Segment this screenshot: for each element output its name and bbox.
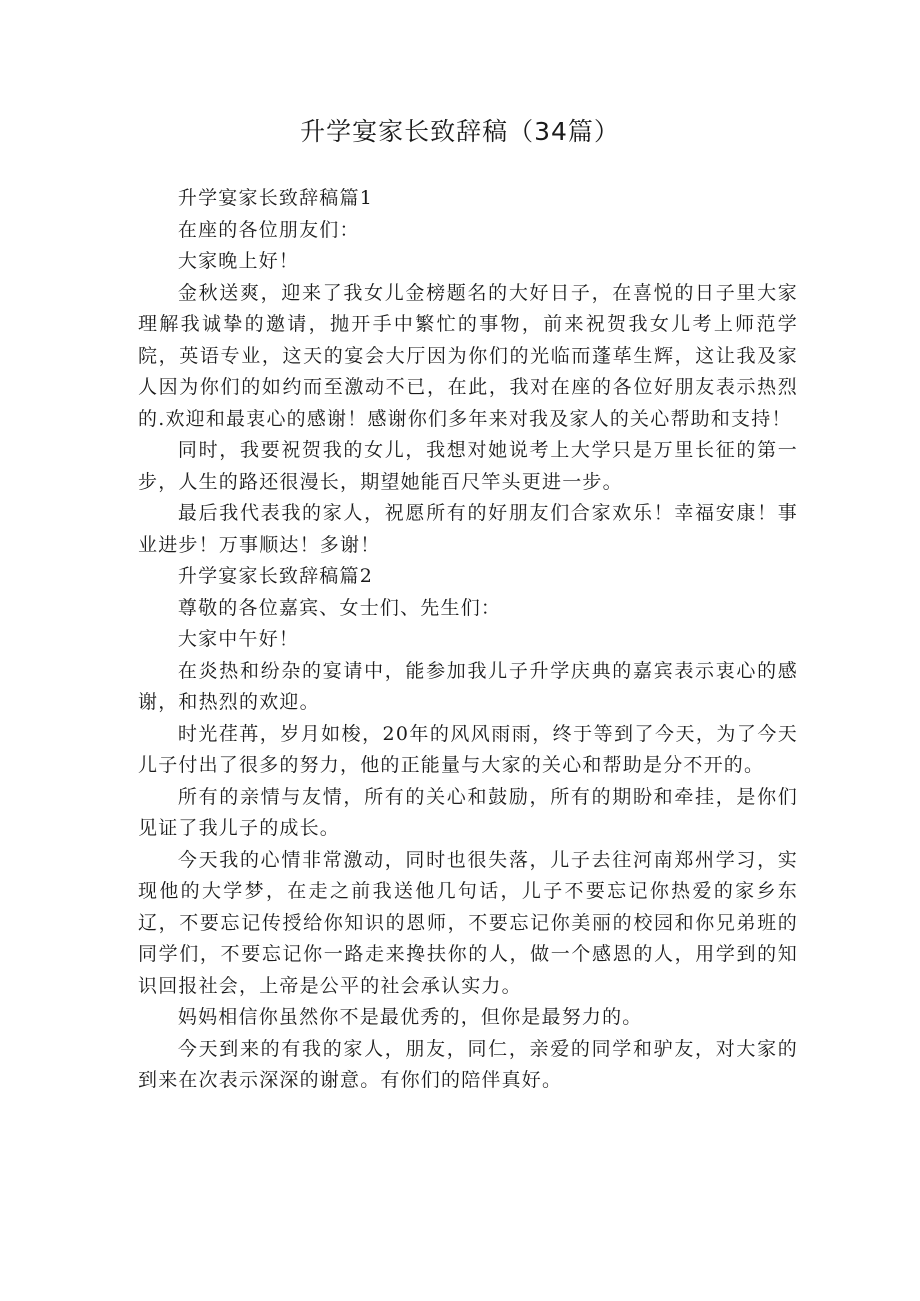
body-paragraph: 最后我代表我的家人，祝愿所有的好朋友们合家欢乐！幸福安康！事业进步！万事顺达！多谢！ [138, 502, 798, 556]
salutation: 在座的各位朋友们： [177, 218, 360, 241]
section-heading-1: 升学宴家长致辞稿篇1 [177, 187, 373, 209]
salutation: 尊敬的各位嘉宾、女士们、先生们： [177, 596, 502, 619]
document-body [138, 183, 798, 1097]
greeting: 大家晚上好！ [177, 250, 300, 272]
body-paragraph: 同时，我要祝贺我的女儿，我想对她说考上大学只是万里长征的第一步，人生的路还很漫长，期望她能百尺竿头更进一步。 [138, 439, 798, 493]
greeting: 大家中午好！ [177, 628, 300, 650]
section-heading-2: 升学宴家长致辞稿篇2 [177, 565, 373, 587]
body-paragraph: 在炎热和纷杂的宴请中，能参加我儿子升学庆典的嘉宾表示衷心的感谢，和热烈的欢迎。 [138, 659, 798, 713]
body-paragraph: 今天到来的有我的家人，朋友，同仁，亲爱的同学和驴友，对大家的到来在次表示深深的谢意。有你们的陪伴真好。 [138, 1037, 798, 1091]
body-paragraph: 金秋送爽，迎来了我女儿金榜题名的大好日子，在喜悦的日子里大家理解我诚挚的邀请，抛开手中繁忙的事物，前来祝贺我女儿考上师范学院，英语专业，这天的宴会大厅因为你们的光临而蓬荜生辉，这让我及家人因为你们的如约而至激动不已，在此，我对在座的各位好朋友表示热烈的.欢迎和最衷心的感谢！感谢你们多年来对我及家人的关心帮助和支持！ [138, 281, 798, 430]
body-paragraph: 今天我的心情非常激动，同时也很失落，儿子去往河南郑州学习，实现他的大学梦，在走之前我送他几句话，儿子不要忘记你热爱的家乡东辽，不要忘记传授给你知识的恩师，不要忘记你美丽的校园和你兄弟班的同学们，不要忘记你一路走来搀扶你的人，做一个感恩的人，用学到的知识回报社会，上帝是公平的社会承认实力。 [138, 848, 798, 997]
body-paragraph: 妈妈相信你虽然你不是最优秀的，但你是最努力的。 [177, 1006, 643, 1028]
body-paragraph: 时光荏苒，岁月如梭，20年的风风雨雨，终于等到了今天，为了今天儿子付出了很多的努力，他的正能量与大家的关心和帮助是分不开的。 [138, 722, 798, 776]
body-paragraph: 所有的亲情与友情，所有的关心和鼓励，所有的期盼和牵挂，是你们见证了我儿子的成长。 [138, 785, 798, 839]
document-title: 升学宴家长致辞稿（34篇） [300, 117, 620, 146]
